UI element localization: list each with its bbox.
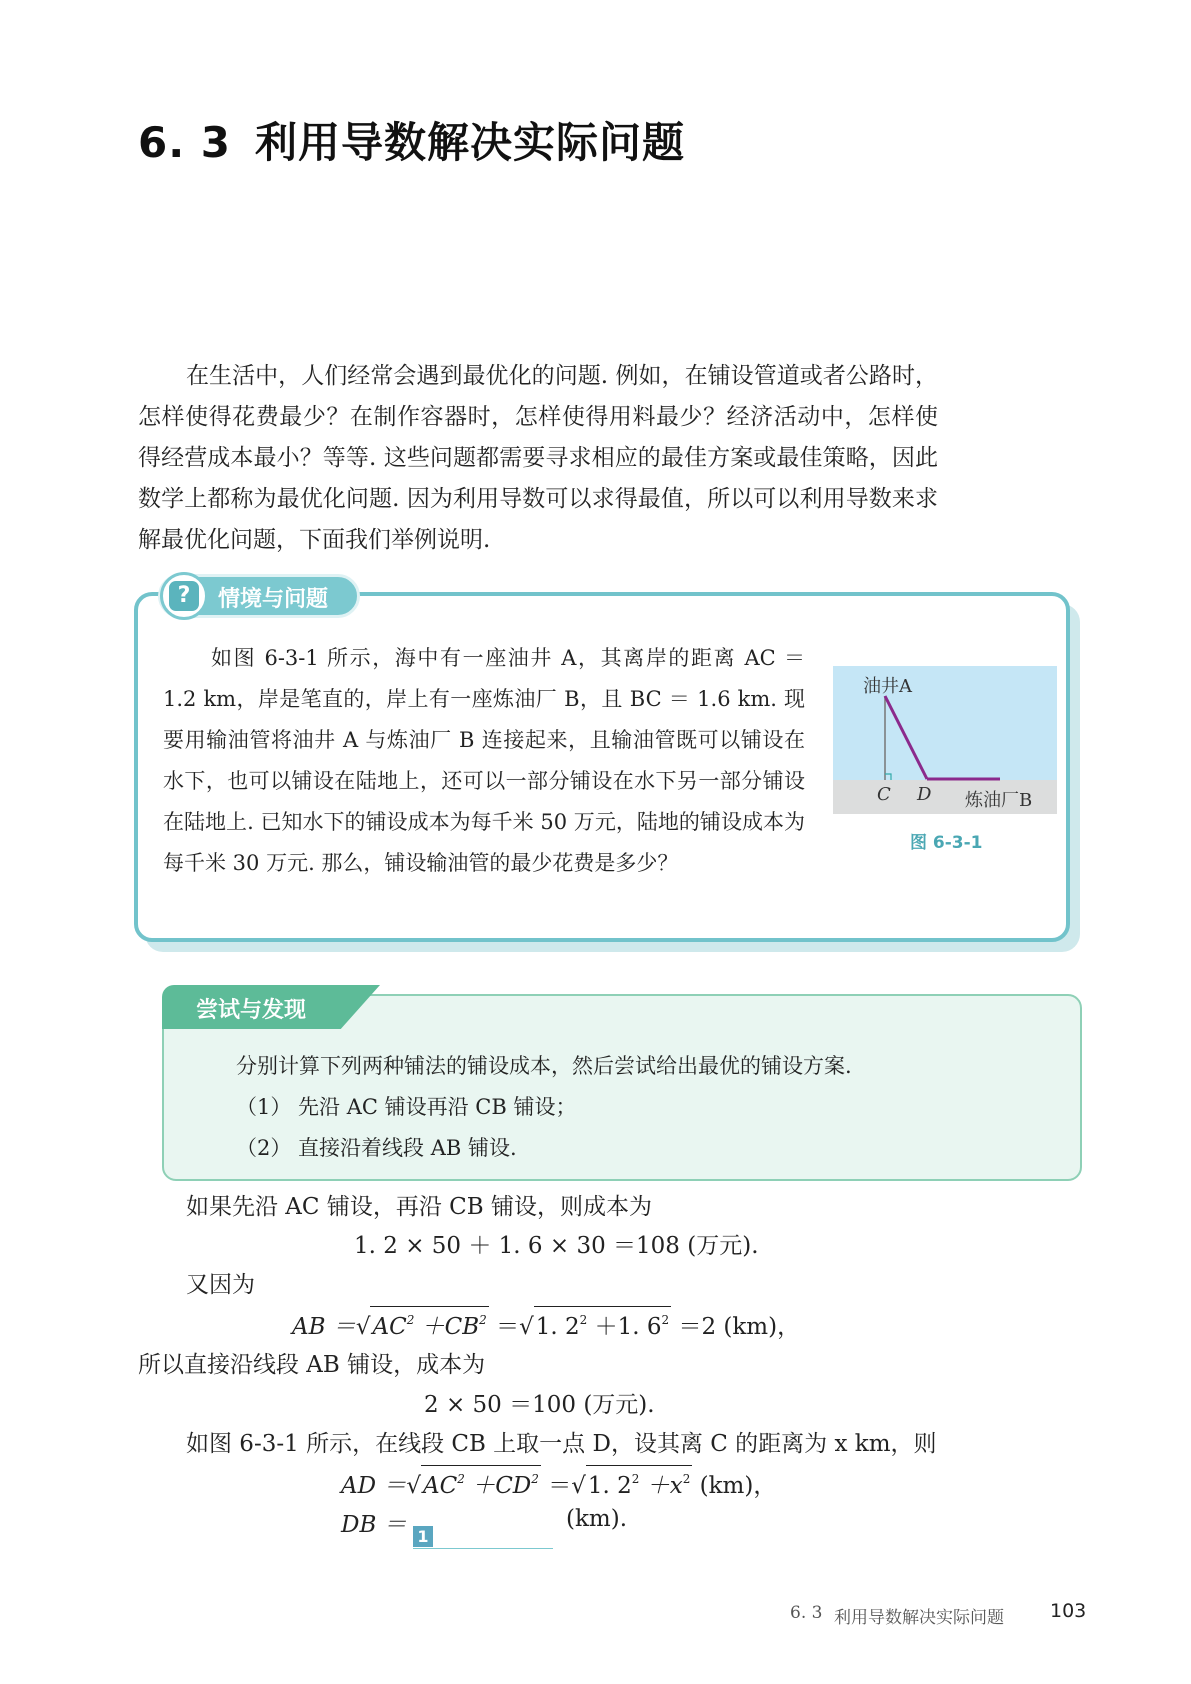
eq2-term-cb: ＋CB: [414, 1314, 480, 1340]
eq2-term-16: ＋1. 6: [587, 1314, 662, 1340]
body-line-3: 所以直接沿线段 AB 铺设，成本为: [138, 1352, 486, 1378]
situation-label: 情境与问题: [218, 587, 329, 612]
figure-6-3-1: [833, 666, 1057, 814]
try-line-2: （1） 先沿 AC 铺设再沿 CB 铺设；: [236, 1095, 577, 1119]
page-number: 103: [1050, 1600, 1087, 1622]
section-title: [138, 110, 685, 170]
footer-section-number: 6. 3: [790, 1603, 823, 1623]
eq2-radicand-1: $AC^2 +CB^2$: [370, 1306, 488, 1340]
eq4-lhs: AD ＝: [341, 1473, 407, 1499]
label-oil-well: 油井A: [863, 676, 912, 697]
eq2-term-12: 1. 2: [535, 1314, 580, 1340]
eq4-term-12: 1. 2: [587, 1473, 632, 1499]
fill-in-blank[interactable]: [413, 1523, 553, 1549]
sqrt-icon: √: [571, 1473, 586, 1499]
eq2-radicand-2: 1. $2^2 +1$. $6^2$: [534, 1306, 671, 1340]
body-line-1: 如果先沿 AC 铺设，再沿 CB 铺设，则成本为: [186, 1194, 652, 1220]
try-text: [236, 1046, 1056, 1169]
situation-text: [163, 638, 805, 884]
eq4-equals: ＝: [540, 1473, 572, 1499]
try-line-1: 分别计算下列两种铺法的铺设成本，然后尝试给出最优的铺设方案.: [236, 1054, 852, 1078]
label-c: C: [877, 784, 891, 805]
eq2-lhs: AB ＝: [292, 1314, 356, 1340]
section-number: 6. 3: [138, 118, 232, 167]
eq2-term-ac: AC: [372, 1314, 407, 1340]
eq4-term-cd: ＋CD: [464, 1473, 532, 1499]
intro-paragraph: [138, 356, 938, 561]
situation-paragraph: 如图 6-3-1 所示，海中有一座油井 A，其离岸的距离 AC ＝ 1.2 km，岸是笔直的，岸上有一座炼油厂 B，且 BC ＝ 1.6 km. 现要用输油管将油井 A 与炼油厂 B 连接起来，且输油管既可以铺设在水下，也可以铺设在陆地上，还可以一部分铺设在水下另一部分铺设在陆地上. 已知水下的铺设成本为每千米 50 万元，陆地的铺设成本为每千米 30 万元. 那么，铺设输油管的最少花费是多少？: [163, 646, 805, 875]
blank-number-badge: 1: [413, 1526, 433, 1547]
section-title-text: 利用导数解决实际问题: [255, 118, 686, 167]
footer-section-title: 利用导数解决实际问题: [834, 1608, 1004, 1628]
eq4-term-x: ＋x: [639, 1473, 683, 1499]
intro-text: 在生活中，人们经常会遇到最优化的问题. 例如，在铺设管道或者公路时，怎样使得花费最少？在制作容器时，怎样使得用料最少？经济活动中，怎样使得经营成本最小？等等. 这些问题都需要寻求相应的最佳方案或最佳策略，因此数学上都称为最优化问题. 因为利用导数可以求得最值，所以可以利用导数来求解最优化问题，下面我们举例说明.: [138, 363, 938, 553]
label-d: D: [917, 784, 932, 805]
body-line-2: 又因为: [186, 1272, 255, 1298]
pipe-ad: [885, 696, 927, 779]
eq4-radicand-2: 1. $2^2 +x^2$: [586, 1465, 692, 1499]
right-angle-mark: [885, 774, 891, 780]
eq2-result: ＝2 (km)，: [671, 1314, 801, 1340]
try-label: 尝试与发现: [196, 998, 307, 1023]
sqrt-icon: √: [355, 1314, 371, 1340]
equation-4: [341, 1465, 776, 1500]
figure-caption: 图 6-3-1: [910, 833, 983, 853]
question-book-icon: ?: [160, 572, 208, 620]
eq2-equals: ＝: [488, 1314, 520, 1340]
equation-5-unit: (km).: [566, 1506, 628, 1532]
label-refinery: 炼油厂B: [965, 790, 1033, 811]
eq4-term-ac: AC: [423, 1473, 458, 1499]
eq4-result: (km)，: [692, 1473, 777, 1499]
body-line-4: 如图 6-3-1 所示，在线段 CB 上取一点 D，设其离 C 的距离为 x km，则: [186, 1431, 937, 1457]
sqrt-icon: √: [406, 1473, 422, 1499]
equation-3: 2 × 50 ＝100 (万元).: [424, 1392, 655, 1418]
sqrt-icon: √: [519, 1314, 534, 1340]
equation-2: [292, 1306, 800, 1341]
try-line-3: （2） 直接沿着线段 AB 铺设.: [236, 1136, 517, 1160]
equation-5-lhs: DB ＝: [341, 1512, 407, 1538]
equation-1: 1. 2 × 50 ＋ 1. 6 × 30 ＝108 (万元).: [354, 1233, 759, 1259]
eq4-radicand-1: $AC^2 +CD^2$: [421, 1465, 541, 1499]
